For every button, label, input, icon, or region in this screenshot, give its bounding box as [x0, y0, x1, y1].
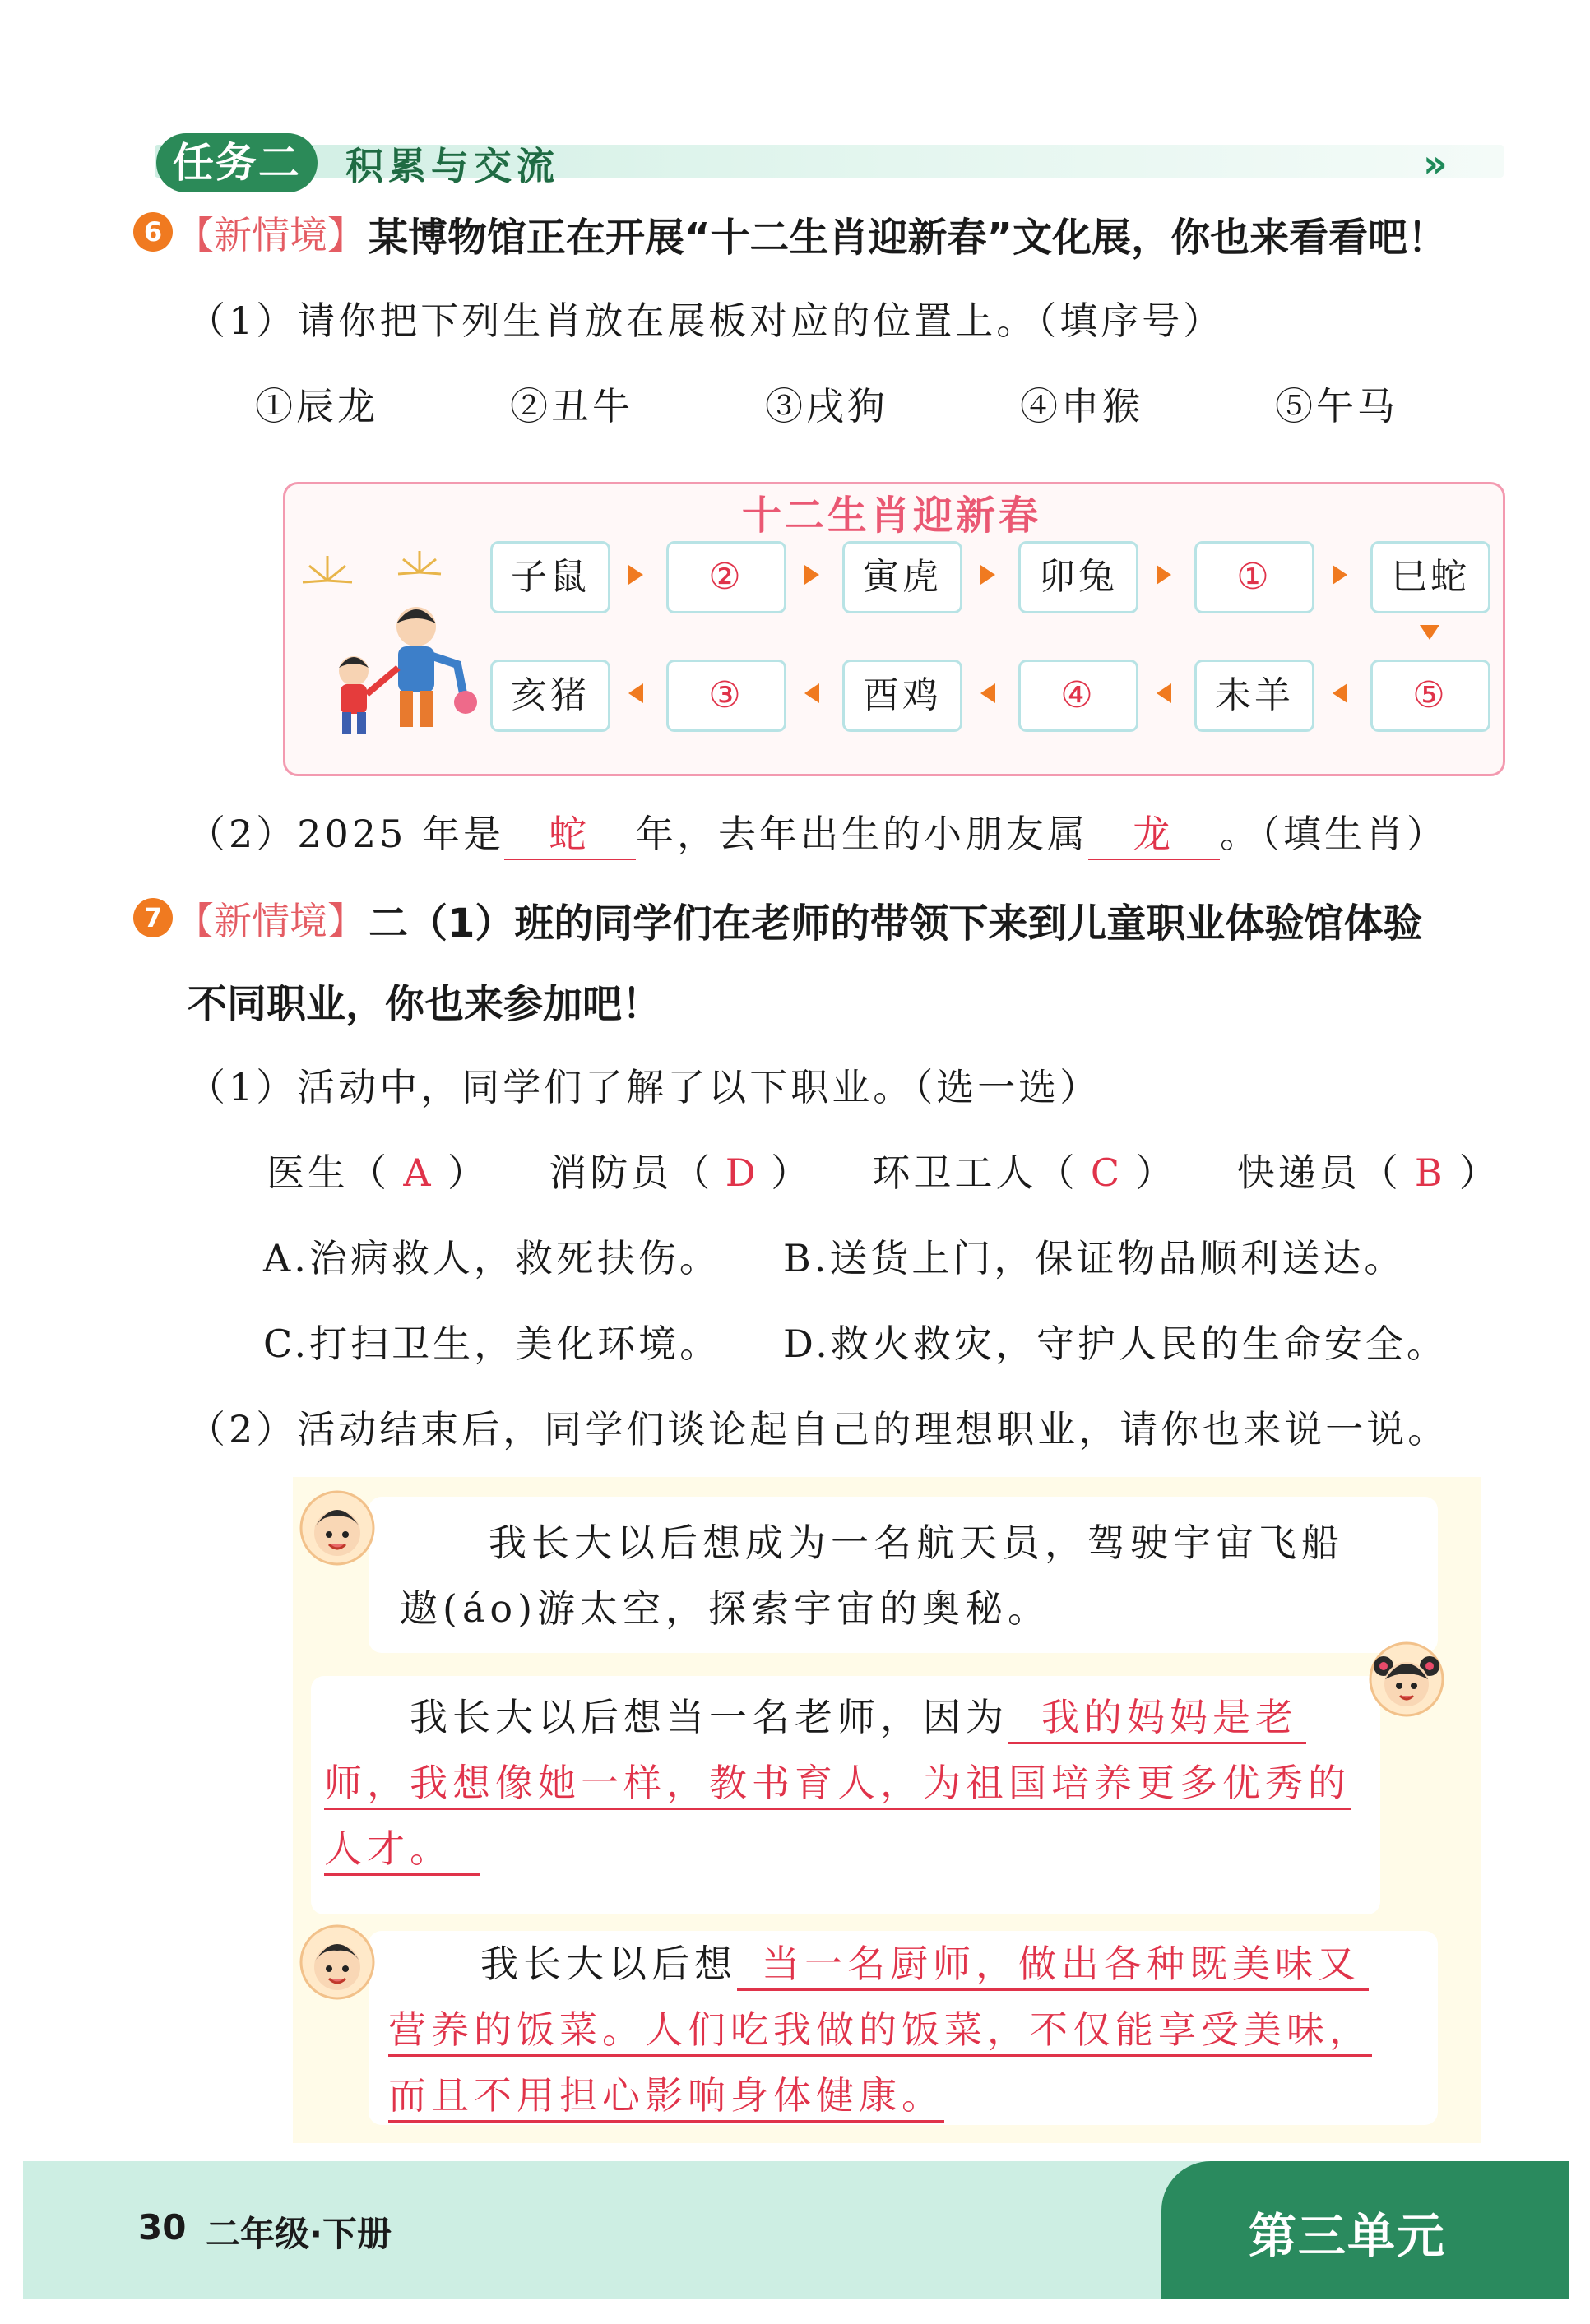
job-courier-label: 快递员（ [1236, 1150, 1402, 1195]
board-cell-answer-dragon[interactable]: ① [1194, 541, 1314, 613]
task-badge: 任务二 [156, 133, 318, 192]
dialogue-3-answer-part2[interactable]: 营养的饭菜。人们吃我做的饭菜，不仅能享受美味， [388, 2000, 1372, 2057]
dialogue-2-answer-part2[interactable]: 师，我想像她一样，教书育人，为祖国培养更多优秀的 [324, 1753, 1351, 1810]
dialogue-3-answer-part3[interactable]: 而且不用担心影响身体健康。 [388, 2066, 944, 2123]
dialogue-2-answer-part3[interactable]: 人才。 [324, 1819, 480, 1876]
double-chevron-icon: » [1423, 141, 1448, 186]
board-cell-rabbit: 卯兔 [1018, 541, 1138, 613]
job-sanitation-close: ） [1135, 1150, 1177, 1195]
board-cell-snake: 巳蛇 [1370, 541, 1490, 613]
board-title: 十二生肖迎新春 [741, 493, 1041, 539]
zodiac-option-3: ③戌狗 [765, 384, 888, 428]
boy-avatar [299, 1924, 375, 2000]
boy-avatar [299, 1490, 375, 1566]
page-number: 30 [138, 2207, 187, 2248]
answer-blank-year[interactable]: 蛇 [504, 804, 636, 860]
children-illustration [294, 548, 492, 745]
zodiac-option-2: ②丑牛 [510, 384, 633, 428]
arrow-left-icon [804, 683, 819, 703]
board-cell-tiger: 寅虎 [842, 541, 962, 613]
zodiac-option-5: ⑤午马 [1275, 384, 1398, 428]
question-7-part2: （2）活动结束后，同学们谈论起自己的理想职业，请你也来说一说。 [188, 1407, 1449, 1451]
section-subtitle: 积累与交流 [345, 144, 559, 188]
workbook-page [23, 21, 1569, 2299]
jobs-row [267, 1143, 1500, 1197]
question-number-7: 7 [133, 898, 173, 937]
dialogue-3-line1 [480, 1934, 1369, 1991]
board-cell-rooster: 酉鸡 [842, 660, 962, 732]
job-doctor-close: ） [447, 1150, 489, 1195]
dialogue-3-answer-part1[interactable]: 当一名厨师，做出各种既美味又 [737, 1934, 1369, 1991]
question-6-part2 [188, 804, 1448, 860]
job-courier-close: ） [1458, 1150, 1500, 1195]
board-cell-rat: 子鼠 [490, 541, 610, 613]
dialogue-2-answer-part1[interactable]: 我的妈妈是老 [1008, 1687, 1306, 1744]
grade-label: 二年级·下册 [206, 2214, 392, 2254]
arrow-right-icon [1157, 565, 1171, 585]
board-cell-answer-ox[interactable]: ② [666, 541, 786, 613]
girl-avatar [1369, 1641, 1444, 1717]
arrow-down-icon [1420, 625, 1439, 640]
choice-a: A.治病救人，救死扶伤。 [263, 1236, 721, 1280]
board-cell-answer-dog[interactable]: ③ [666, 660, 786, 732]
arrow-right-icon [980, 565, 995, 585]
job-doctor-answer[interactable]: A [403, 1150, 434, 1195]
choice-c: C.打扫卫生，美化环境。 [263, 1322, 721, 1366]
question-7-text-line2: 不同职业，你也来参加吧！ [188, 981, 662, 1027]
job-courier-answer[interactable]: B [1414, 1150, 1446, 1195]
board-cell-pig: 亥猪 [490, 660, 610, 732]
job-firefighter-label: 消防员（ [549, 1150, 714, 1195]
question-6-part1: （1）请你把下列生肖放在展板对应的位置上。（填序号） [188, 299, 1225, 343]
board-cell-goat: 未羊 [1194, 660, 1314, 732]
dialogue-3-prefix: 我长大以后想 [480, 1942, 737, 1986]
arrow-left-icon [1333, 683, 1347, 703]
part2-suffix: 。（填生肖） [1219, 812, 1448, 856]
arrow-left-icon [1157, 683, 1171, 703]
job-doctor-label: 医生（ [267, 1150, 390, 1195]
arrow-right-icon [804, 565, 819, 585]
board-cell-answer-horse[interactable]: ⑤ [1370, 660, 1490, 732]
part2-mid: 年，去年出生的小朋友属 [635, 812, 1088, 856]
dialogue-1-line1: 我长大以后想成为一名航天员，驾驶宇宙飞船 [489, 1521, 1344, 1565]
question-number-6: 6 [133, 212, 173, 252]
job-sanitation-label: 环卫工人（ [872, 1150, 1078, 1195]
arrow-right-icon [1333, 565, 1347, 585]
question-7-text-line1: 二（1）班的同学们在老师的带领下来到儿童职业体验馆体验 [369, 900, 1423, 947]
dialogue-1-line2: 遨(áo)游太空，探索宇宙的奥秘。 [400, 1586, 1051, 1631]
zodiac-option-1: ①辰龙 [255, 384, 378, 428]
answer-blank-last-year[interactable]: 龙 [1088, 804, 1220, 860]
arrow-left-icon [980, 683, 995, 703]
question-7-part1: （1）活动中，同学们了解了以下职业。（选一选） [188, 1065, 1101, 1109]
part2-prefix: （2）2025 年是 [188, 812, 504, 856]
choice-d: D.救火救灾，守护人民的生命安全。 [783, 1322, 1448, 1366]
job-firefighter-close: ） [771, 1150, 813, 1195]
situation-tag: 【新情境】 [176, 213, 365, 257]
board-cell-answer-monkey[interactable]: ④ [1018, 660, 1138, 732]
question-6-text: 某博物馆正在开展“十二生肖迎新春”文化展，你也来看看吧！ [369, 215, 1448, 261]
unit-label: 第三单元 [1249, 2208, 1447, 2264]
situation-tag: 【新情境】 [176, 899, 365, 943]
zodiac-option-4: ④申猴 [1020, 384, 1143, 428]
job-sanitation-answer[interactable]: C [1090, 1150, 1124, 1195]
dialogue-2-prefix: 我长大以后想当一名老师，因为 [410, 1695, 1008, 1739]
arrow-left-icon [628, 683, 643, 703]
job-firefighter-answer[interactable]: D [725, 1150, 759, 1195]
dialogue-2-line1 [410, 1687, 1306, 1744]
choice-b: B.送货上门，保证物品顺利送达。 [783, 1236, 1406, 1280]
arrow-right-icon [628, 565, 643, 585]
